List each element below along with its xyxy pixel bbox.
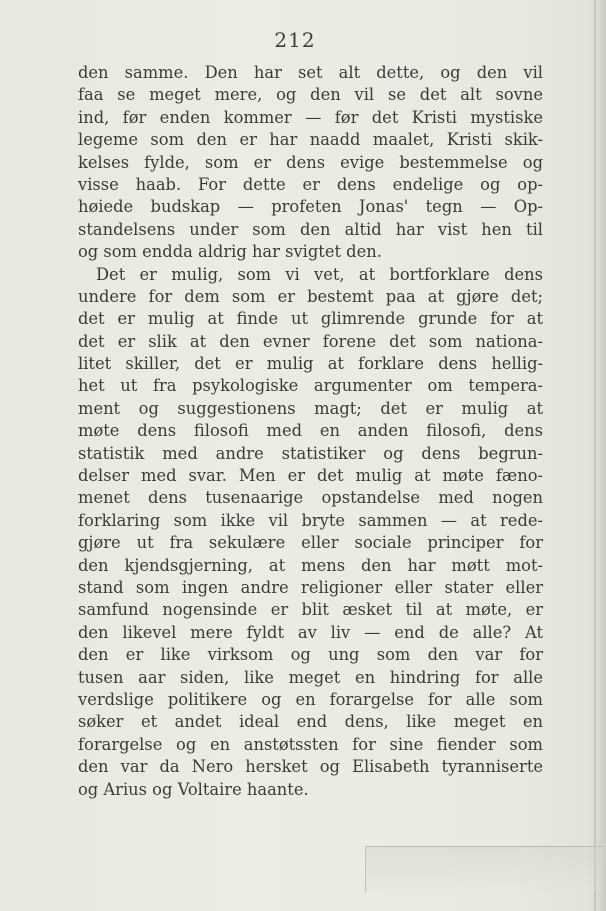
text-line: den var da Nero hersket og Elisabeth tyranniserte — [78, 757, 543, 777]
body-text — [78, 62, 543, 801]
text-line: standelsens under som den altid har vist hen til — [78, 219, 543, 239]
text-line: menet dens tusenaarige opstandelse med nogen — [78, 488, 543, 508]
text-line: delser med svar. Men er det mulig at møte fæno- — [78, 466, 543, 486]
text-line: det er mulig at finde ut glimrende grunde for at — [78, 309, 543, 329]
text-line: og som endda aldrig har svigtet den. — [78, 242, 382, 262]
text-line: het ut fra psykologiske argumenter om tempera- — [78, 376, 543, 396]
text-line: og Arius og Voltaire haante. — [78, 779, 309, 799]
text-line: ind, før enden kommer — før det Kristi mystiske — [78, 107, 543, 127]
text-line: den samme. Den har set alt dette, og den vil — [78, 63, 543, 82]
text-line: forargelse og en anstøtssten for sine fiender som — [78, 734, 543, 754]
text-line: søker et andet ideal end dens, like meget en — [78, 712, 543, 732]
paragraph-1 — [78, 62, 543, 264]
page-number: 212 — [274, 28, 316, 52]
text-line: visse haab. For dette er dens endelige og op- — [78, 174, 543, 194]
text-line: høiede budskap — profeten Jonas' tegn — Op- — [78, 197, 543, 217]
paragraph-2 — [78, 264, 543, 801]
text-line: verdslige politikere og en forargelse for alle som — [78, 689, 543, 709]
text-line: den likevel mere fyldt av liv — end de alle? At — [78, 622, 543, 642]
text-line: kelses fylde, som er dens evige bestemmelse og — [78, 152, 543, 172]
text-line: samfund nogensinde er blit æsket til at møte, er — [78, 600, 543, 620]
text-line: ment og suggestionens magt; det er mulig at — [78, 398, 543, 418]
text-line: tusen aar siden, like meget en hindring for alle — [78, 667, 543, 687]
scan-corner-artifact — [365, 846, 602, 893]
text-line: den kjendsgjerning, at mens den har møtt mot- — [78, 555, 543, 575]
text-line: gjøre ut fra sekulære eller sociale principer for — [78, 533, 543, 553]
text-line: møte dens filosofi med en anden filosofi, dens — [78, 421, 543, 441]
text-line: litet skiller, det er mulig at forklare dens hellig- — [78, 354, 543, 374]
text-line: Det er mulig, som vi vet, at bortforklare dens — [96, 264, 543, 284]
text-line: faa se meget mere, og den vil se det alt sovne — [78, 85, 543, 105]
page-edge-line — [594, 0, 596, 911]
text-line: stand som ingen andre religioner eller stater eller — [78, 577, 543, 597]
text-line: legeme som den er har naadd maalet, Kristi skik- — [78, 130, 543, 150]
text-line: undere for dem som er bestemt paa at gjøre det; — [78, 286, 543, 306]
text-line: det er slik at den evner forene det som nationa- — [78, 331, 543, 351]
text-line: forklaring som ikke vil bryte sammen — at rede- — [78, 510, 543, 530]
text-line: statistik med andre statistiker og dens begrun- — [78, 443, 543, 463]
text-line: den er like virksom og ung som den var for — [78, 645, 543, 665]
